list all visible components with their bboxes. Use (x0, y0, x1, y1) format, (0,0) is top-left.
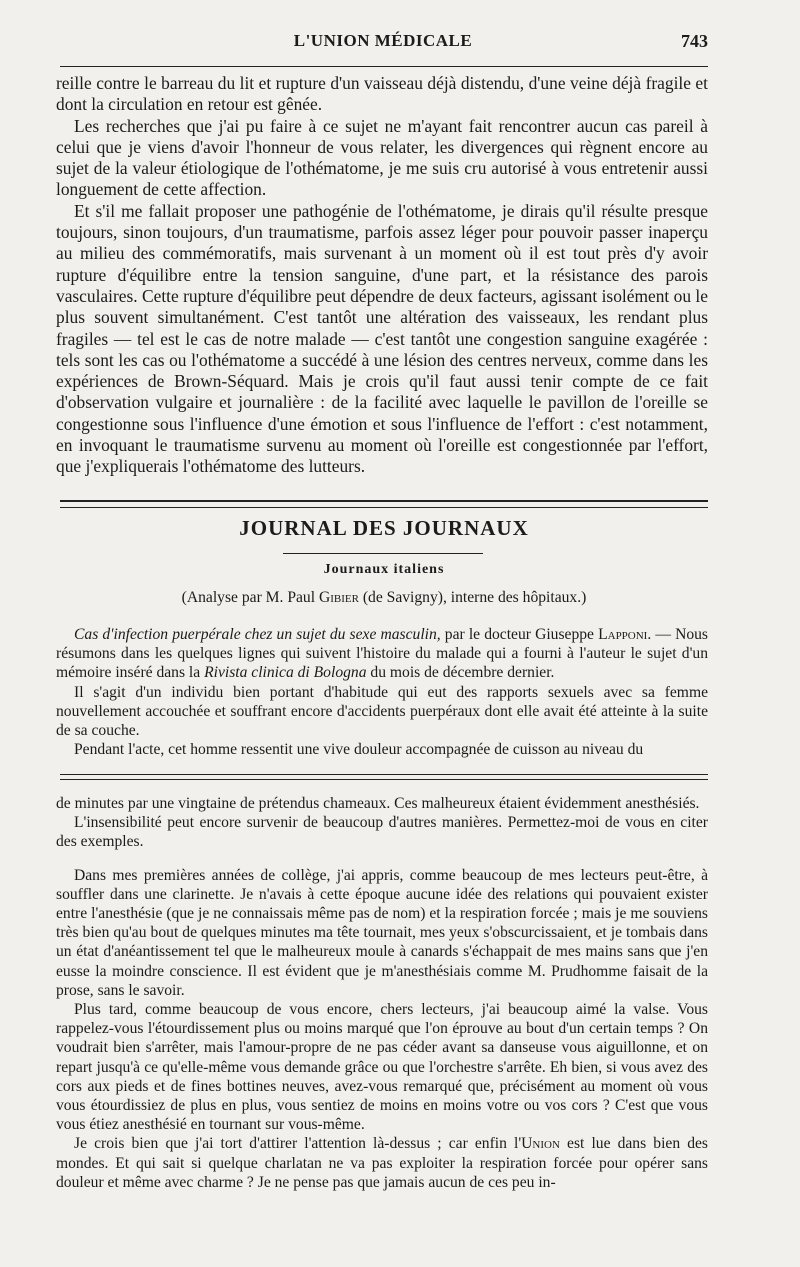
review-paragraph: Pendant l'acte, cet homme ressentit une vive douleur accompagnée de cuisson au niveau du (74, 741, 644, 759)
article-intro-end: du mois de décembre dernier. (366, 664, 555, 682)
journal-review (56, 625, 708, 759)
journal-self-name: Union (521, 1135, 560, 1153)
feuilleton (56, 794, 708, 1192)
heading-underline (283, 553, 483, 554)
journal-name: Rivista clinica di Bologna (204, 664, 367, 682)
feuilleton-paragraph: Plus tard, comme beaucoup de vous encore, chers lecteurs, j'ai beaucoup aimé la valse. Vous rappelez-vous l'étourdissement plus ou moins marqué que l'on éprouve au bout d'un certain temps ? On voudrait bien s'arrêter, mais l'amour-propre de ne pas céder avant sa danseuse vous aiguillonne, et on repart jusqu'à ce qu'elle-même vous demande grâce ou que l'orchestre s'arrête. Eh bien, si vous avez des cors aux pieds et de fines bottines neuves, avez-vous remarqué que, précisément au moment où vous vous étourdissiez de plus en plus, vous sentiez de moins en moins votre ou vos cors ? C'est que vous vous étiez anesthésié en tournant sur vous-même. (56, 1001, 708, 1134)
feuilleton-paragraph: de minutes par une vingtaine de prétendus chameaux. Ces malheureux étaient évidemment anesthésiés. (56, 795, 700, 812)
article-author: Lapponi. (598, 626, 652, 643)
section-subheading: Journaux italiens (323, 562, 445, 577)
byline-text-end: (de Savigny), interne des hôpitaux.) (358, 589, 587, 606)
section-divider (60, 500, 708, 508)
article-intro: — Nous résumons dans les quelques lignes qui suivent l'histoire du malade qui a fourni à l'auteur le sujet d'un mémoire inséré dans la (56, 626, 708, 682)
byline (60, 589, 708, 607)
feuilleton-paragraph: Dans mes premières années de collège, j'ai appris, comme beaucoup de mes lecteurs peut-être, à souffler dans une clarinette. Je n'avais à cette époque aucune idée des relations qui pouvaient exister entre l'anesthésie (que je ne connaissais même pas de nom) et la respiration forcée ; mais je me souviens très bien qu'au bout de quelques minutes ma tête tournait, mes yeux s'obscurcissaient, et je tombais dans un état d'anéantissement tel que le malheureux moule à canards s'échappait de mes mains sans que j'en eusse la moindre conscience. Il est évident que je m'anesthésiais comme M. Prudhomme faisait de la prose, sans le savoir. (56, 866, 708, 999)
page-header (58, 31, 708, 57)
section-heading: JOURNAL DES JOURNAUX (239, 516, 529, 540)
running-title: L'UNION MÉDICALE (293, 31, 473, 50)
feuilleton-text: Je crois bien que j'ai tort d'attirer l'attention là-dessus ; car enfin l' (74, 1135, 522, 1153)
paragraph: Les recherches que j'ai pu faire à ce sujet ne m'ayant fait rencontrer aucun cas pareil à celui que je viens d'avoir l'honneur de vous relater, les divergences qui règnent encore au sujet de la valeur étiologique de l'othématome, je me suis cru autorisé à vous entretenir aussi longuement de cette affection. (56, 115, 708, 200)
review-paragraph: Il s'agit d'un individu bien portant d'habitude qui eut des rapports sexuels avec sa femme nouvellement accouchée et souffrant encore d'accidents puerpéraux dont elle avait été atteinte à la suite de sa couche. (56, 683, 708, 740)
byline-text: (Analyse par M. Paul (181, 589, 319, 606)
header-rule (60, 66, 708, 67)
article-by: par le docteur Giuseppe (440, 626, 599, 643)
article-continuation (56, 73, 708, 478)
paragraph: Et s'il me fallait proposer une pathogénie de l'othématome, je dirais qu'il résulte presque toujours, sinon toujours, d'un traumatisme, parfois assez léger pour pouvoir passer inaperçu au milieu des commémoratifs, mais survenant à un moment où il est tout près d'y avoir rupture d'équilibre entre la tension sanguine, d'une part, et la résistance des parois vasculaires. Cette rupture d'équilibre peut dépendre de deux facteurs, agissant isolément ou le plus souvent simultanément. C'est tantôt une altération des vaisseaux, les rendant plus fragiles — tel est le cas de notre malade — c'est tantôt une congestion sanguine exagérée : tels sont les cas ou l'othématome a succédé à une lésion des centres nerveux, comme dans les expériences de Brown-Séquard. Mais je crois qu'il faut aussi tenir compte de ce fait d'observation vulgaire et journalière : de la facilité avec laquelle le pavillon de l'oreille se congestionne sous l'influence d'une émotion et sous l'influence de l'effort : c'est notamment, en invoquant le traumatisme survenu au moment où l'oreille est congestionnée par l'effort, que j'expliquerais l'othématome des lutteurs. (56, 200, 708, 477)
byline-name: Gibier (318, 589, 359, 606)
paragraph: reille contre le barreau du lit et rupture d'un vaisseau déjà distendu, d'une veine déjà fragile et dont la circulation en retour est gênée. (56, 73, 708, 115)
feuilleton-text-end: est lue dans bien des mondes. Et qui sait si quelque charlatan ne va pas exploiter la respiration forcée pour opérer sans douleur et même avec charme ? Je ne pense pas que jamais aucun de ces peu in- (56, 1135, 709, 1191)
article-title: Cas d'infection puerpérale chez un sujet du sexe masculin, (74, 626, 441, 643)
page-number: 743 (681, 31, 708, 51)
review-paragraph (56, 625, 708, 683)
feuilleton-paragraph: L'insensibilité peut encore survenir de beaucoup d'autres manières. Permettez-moi de vous en citer des exemples. (56, 814, 708, 851)
feuilleton-divider (60, 774, 708, 780)
feuilleton-paragraph (56, 1134, 708, 1192)
